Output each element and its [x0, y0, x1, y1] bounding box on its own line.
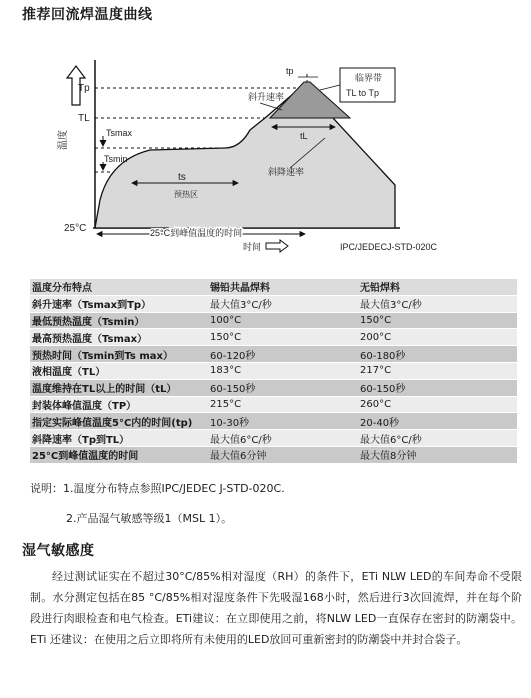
header-cell: 温度分布特点	[30, 279, 208, 295]
header-cell: 无铅焊料	[358, 279, 517, 295]
cell: 最大值8分钟	[358, 446, 517, 463]
callout-range: TL to Tp	[346, 88, 380, 98]
row-label: 斜升速率（Tsmax到Tp）	[30, 295, 208, 312]
table-row	[30, 312, 517, 329]
table-header	[30, 279, 517, 295]
label-tsmax: Tsmax	[106, 128, 133, 138]
cell: 60-150秒	[208, 379, 358, 396]
table-row	[30, 346, 517, 363]
cell: 最大值3°C/秒	[358, 295, 517, 312]
cell: 最大值6分钟	[208, 446, 358, 463]
moisture-paragraph: 经过测试证实在不超过30°C/85%相对湿度（RH）的条件下，ETi NLW LED的车间寿命不受限制。水分测定包括在85 °C/85%相对湿度条件下先吸湿168小时，然后进行3次回流焊，并在每个阶段进行肉眼检查和电气检查。ETi建议：在立即使用之前，将NLW LED一直保存在密封的防潮袋中。ETi 还建议：在使用之后立即将所有未使用的LED放回可重新密封的防潮袋中并封合袋子。	[30, 570, 522, 646]
label-time-to-peak: 25°C到峰值温度的时间	[150, 228, 243, 238]
callout-title: 临界带	[355, 73, 383, 83]
label-tl-time: tL	[300, 131, 308, 141]
temperature-profile-table	[30, 279, 517, 464]
label-tl: TL	[78, 113, 90, 124]
row-label: 25°C到峰值温度的时间	[30, 446, 208, 463]
profile-curve	[95, 82, 395, 228]
table-row	[30, 430, 517, 447]
cell: 60-120秒	[208, 346, 358, 363]
cell: 60-150秒	[358, 379, 517, 396]
note-2: 2.产品湿气敏感等级1（MSL 1）。	[66, 512, 233, 525]
row-label: 预热时间（Tsmin到Ts max）	[30, 346, 208, 363]
x-arrow-icon	[266, 240, 288, 252]
note-1: 说明：1.温度分布特点参照IPC/JEDEC J-STD-020C.	[30, 482, 285, 495]
label-preheat: 预热区	[174, 190, 198, 199]
cell: 150°C	[358, 312, 517, 329]
row-label: 最高预热温度（Tsmax）	[30, 329, 208, 346]
cell: 最大值6°C/秒	[208, 430, 358, 447]
row-label: 指定实际峰值温度5°C内的时间(tp)	[30, 413, 208, 430]
label-ramp-down: 斜降速率	[268, 167, 305, 177]
cell: 100°C	[208, 312, 358, 329]
label-ramp-up: 斜升速率	[248, 92, 285, 102]
label-25c: 25°C	[64, 223, 87, 234]
x-axis-label: 时间	[243, 242, 262, 252]
table-row	[30, 329, 517, 346]
row-label: 温度维持在TL以上的时间（tL）	[30, 379, 208, 396]
cell: 183°C	[208, 362, 358, 379]
cell: 150°C	[208, 329, 358, 346]
section-heading-reflow: 推荐回流焊温度曲线	[22, 7, 153, 23]
label-tp: Tp	[78, 83, 90, 94]
row-label: 封装体峰值温度（TP）	[30, 396, 208, 413]
standard-label: IPC/JEDECJ-STD-020C	[340, 242, 438, 252]
cell: 217°C	[358, 362, 517, 379]
cell: 200°C	[358, 329, 517, 346]
y-axis-label: 温度	[58, 130, 69, 150]
header-cell: 锡铅共晶焊料	[208, 279, 358, 295]
reflow-profile-diagram	[0, 0, 531, 270]
cell: 20-40秒	[358, 413, 517, 430]
table-row	[30, 396, 517, 413]
label-ts: ts	[178, 172, 186, 183]
table-row	[30, 446, 517, 463]
table-row	[30, 379, 517, 396]
row-label: 最低预热温度（Tsmin）	[30, 312, 208, 329]
cell: 260°C	[358, 396, 517, 413]
label-tp-top: tp	[286, 66, 294, 76]
table-row	[30, 362, 517, 379]
cell: 60-180秒	[358, 346, 517, 363]
table-row	[30, 413, 517, 430]
cell: 215°C	[208, 396, 358, 413]
row-label: 斜降速率（Tp到TL）	[30, 430, 208, 447]
section-heading-moisture: 湿气敏感度	[22, 543, 95, 559]
cell: 最大值3°C/秒	[208, 295, 358, 312]
row-label: 液相温度（TL）	[30, 362, 208, 379]
cell: 最大值6°C/秒	[358, 430, 517, 447]
table-row	[30, 295, 517, 312]
label-tsmin: Tsmin	[104, 154, 128, 164]
cell: 10-30秒	[208, 413, 358, 430]
